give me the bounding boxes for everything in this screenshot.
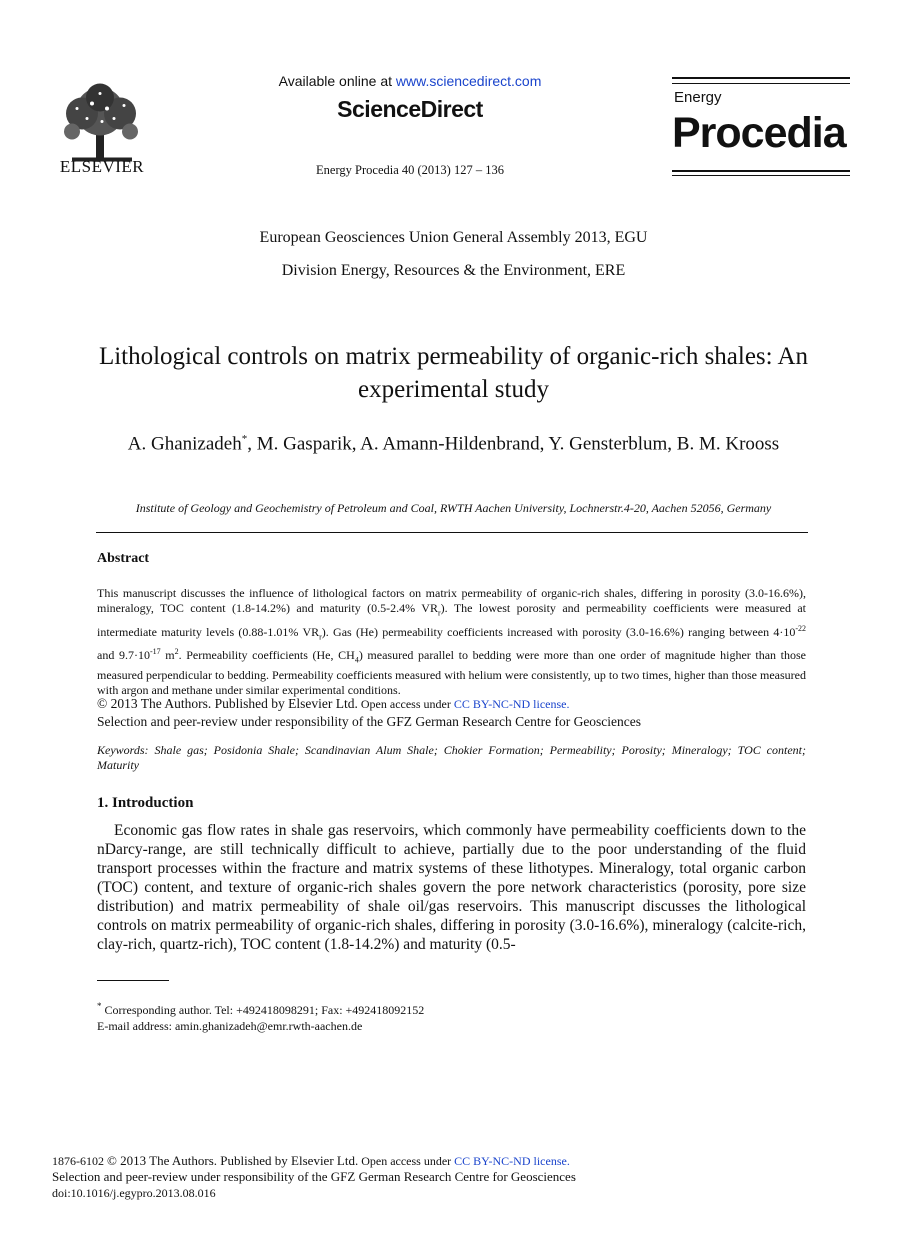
affiliation: Institute of Geology and Geochemistry of Petroleum and Coal, RWTH Aachen University, Lochnerstr.4-20, Aachen 52056, Germany bbox=[135, 501, 772, 515]
section-heading: 1. Introduction bbox=[97, 795, 194, 811]
platform-name: ScienceDirect bbox=[337, 96, 483, 122]
article-title: Lithological controls on matrix permeability of organic-rich shales: An experimental study bbox=[98, 343, 809, 403]
keywords: Keywords: Shale gas; Posidonia Shale; Scandinavian Alum Shale; Chokier Formation; Permeability; Porosity; Mineralogy; TOC content; Maturity bbox=[97, 743, 806, 772]
available-prefix: Available online at bbox=[278, 73, 396, 89]
sciencedirect-link[interactable]: www.sciencedirect.com bbox=[395, 73, 542, 89]
journal-logo-rule bbox=[672, 83, 850, 84]
journal-logo-main: Procedia bbox=[672, 109, 846, 157]
first-author: A. Ghanizadeh bbox=[127, 433, 242, 455]
introduction-text: Economic gas flow rates in shale gas reservoirs, which commonly have permeability coefficients down to the nDarcy-range, are still technically difficult to achieve, partially due to the poor understanding of the fluid transport processes within the fracture and matrix systems of these lithotypes. Mineralogy, total organic carbon (TOC) content, and texture of organic-rich shales govern the pore network characteristics (porosity, pore size distribution) and matrix permeability of shale oil/gas reservoirs. This manuscript discusses the lithological controls on matrix permeability of organic-rich shales, differing in porosity (3.0-16.6%), mineralogy (calcite-rich, clay-rich, quartz-rich), TOC content (1.8-14.2%) and maturity (0.5- bbox=[97, 822, 806, 953]
divider bbox=[96, 532, 808, 533]
publisher-name: ELSEVIER bbox=[59, 157, 145, 176]
available-online bbox=[250, 73, 570, 89]
conference-line-1: European Geosciences Union General Assembly 2013, EGU bbox=[259, 229, 648, 246]
license-link[interactable]: CC BY-NC-ND license. bbox=[453, 697, 570, 711]
footnote: * Corresponding author. Tel: +492418098291; Fax: +492418092152 E-mail address: amin.ghanizadeh@emr.rwth-aachen.de bbox=[97, 1001, 425, 1033]
doi[interactable]: doi:10.1016/j.egypro.2013.08.016 bbox=[52, 1186, 216, 1200]
footer-license-link[interactable]: CC BY-NC-ND license. bbox=[454, 1154, 570, 1168]
other-authors: , M. Gasparik, A. Amann-Hildenbrand, Y. Gensterblum, B. M. Krooss bbox=[247, 433, 780, 455]
journal-logo-rule bbox=[672, 175, 850, 176]
author-list bbox=[90, 426, 817, 457]
copyright-notice: © 2013 The Authors. Published by Elsevier Ltd. Open access under CC BY-NC-ND license. Selection and peer-review under responsibility of the GFZ German Research Centre for Geosciences bbox=[97, 696, 642, 729]
conference-line-2: Division Energy, Resources & the Environment, ERE bbox=[281, 262, 626, 279]
journal-reference: Energy Procedia 40 (2013) 127 – 136 bbox=[316, 163, 504, 177]
journal-logo-rule bbox=[672, 170, 850, 172]
journal-logo-top: Energy bbox=[674, 89, 722, 106]
footnote-rule bbox=[97, 980, 169, 981]
abstract-text: This manuscript discusses the influence of lithological factors on matrix permeability of organic-rich shales, differing in porosity (3.0-16.6%), mineralogy, TOC content (1.8-14.2%) and maturity (0.5-2.4% $VR_r$). The lowest porosity and permeability coefficients were measured at intermediate maturity levels (0.88-1.01% $VR_r$). Gas (He) permeability coefficients increased with porosity (3.0-16.6%) ranging between $4\cdot 10^{-22}$ and $9.7\cdot 10^{-17}$ $m^2$. Permeability coefficients (He, $CH_4$) measured parallel to bedding were more than one order of magnitude higher than those measured perpendicular to bedding. Permeability coefficients measured with helium were consistently, up to two times, higher than those measured with argon and methane under similar experimental conditions. bbox=[97, 586, 807, 698]
journal-logo-rule bbox=[672, 77, 850, 79]
corresponding-mark: * bbox=[241, 433, 248, 445]
abstract-heading: Abstract bbox=[97, 551, 150, 566]
page-footer: 1876-6102 © 2013 The Authors. Published by Elsevier Ltd. Open access under CC BY-NC-ND license. Selection and peer-review under responsibility of the GFZ German Research Centre for Geosciences doi:10.1016/j.egypro.2013.08.016 bbox=[52, 1153, 576, 1200]
